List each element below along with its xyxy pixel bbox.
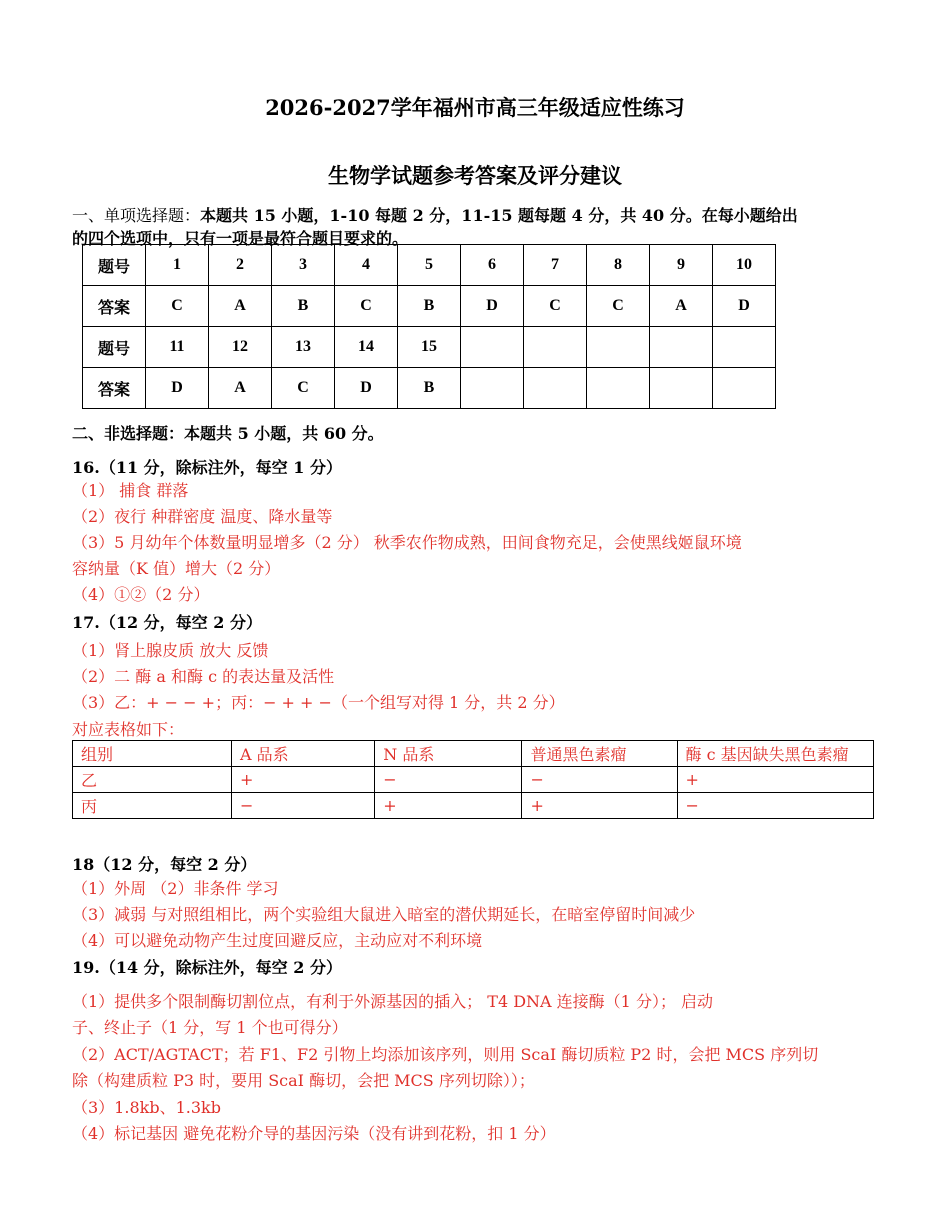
answer-table-cell: 9 <box>650 245 713 286</box>
group-table-cell: + <box>677 767 873 793</box>
group-table-cell: 普通黑色素瘤 <box>522 741 677 767</box>
answer-table-cell: 题号 <box>83 245 146 286</box>
answer-table-cell: 10 <box>713 245 776 286</box>
answer-table-cell <box>524 327 587 368</box>
group-table-cell: + <box>522 793 677 819</box>
answer-table-row <box>83 286 776 327</box>
q19-line: （4）标记基因 避免花粉介导的基因污染（没有讲到花粉，扣 1 分） <box>72 1124 556 1143</box>
group-table-cell: + <box>232 767 375 793</box>
answer-table-cell <box>650 327 713 368</box>
group-table-cell: A 品系 <box>232 741 375 767</box>
answer-table-cell: C <box>524 286 587 327</box>
answer-table-cell: 3 <box>272 245 335 286</box>
page-title: 2026-2027学年福州市高三年级适应性练习 <box>265 95 685 120</box>
answer-table-cell <box>713 327 776 368</box>
q16-line: （2）夜行 种群密度 温度、降水量等 <box>72 507 333 526</box>
answer-table-cell: C <box>146 286 209 327</box>
q17-line: （1）肾上腺皮质 放大 反馈 <box>72 641 269 660</box>
q19-line: （1）提供多个限制酶切割位点，有利于外源基因的插入； T4 DNA 连接酶（1 分）； 启动 <box>72 992 714 1011</box>
answer-table-cell <box>461 327 524 368</box>
section1-bold: 本题共 15 小题，1-10 每题 2 分，11-15 题每题 4 分，共 40 分。在每小题给出 <box>200 206 798 225</box>
q19-line: （2）ACT/AGTACT；若 F1、F2 引物上均添加该序列，则用 ScaⅠ 酶切质粒 P2 时，会把 MCS 序列切 <box>72 1045 819 1064</box>
group-table <box>72 740 874 819</box>
section2-heading: 二、非选择题：本题共 5 小题，共 60 分。 <box>72 424 384 443</box>
q18-line: （1）外周 （2）非条件 学习 <box>72 879 279 898</box>
answer-table-cell: 题号 <box>83 327 146 368</box>
answer-table-cell: 1 <box>146 245 209 286</box>
page-subtitle: 生物学试题参考答案及评分建议 <box>328 163 622 188</box>
q17-line: （3）乙：+ − − +；丙：− + + −（一个组写对得 1 分，共 2 分） <box>72 693 565 712</box>
answer-table-cell <box>461 368 524 409</box>
q18-line: （4）可以避免动物产生过度回避反应，主动应对不利环境 <box>72 931 483 950</box>
section1-line2: 的四个选项中，只有一项是最符合题目要求的。 <box>72 229 409 248</box>
answer-table-cell: A <box>650 286 713 327</box>
group-table-row <box>73 793 874 819</box>
answer-table-cell: D <box>146 368 209 409</box>
answer-table-cell: B <box>398 368 461 409</box>
q19-line: 子、终止子（1 分，写 1 个也可得分） <box>72 1018 348 1037</box>
group-table-row <box>73 741 874 767</box>
answer-table-cell: 8 <box>587 245 650 286</box>
answer-table-cell: 14 <box>335 327 398 368</box>
answer-table-cell <box>524 368 587 409</box>
section1-prefix: 一、单项选择题： <box>72 206 201 225</box>
group-table-cell: + <box>375 793 522 819</box>
answer-table-cell: A <box>209 368 272 409</box>
group-table-cell: N 品系 <box>375 741 522 767</box>
answer-table-cell: 4 <box>335 245 398 286</box>
answer-table-cell <box>713 368 776 409</box>
answer-table-cell: C <box>272 368 335 409</box>
q16-line: 容纳量（K 值）增大（2 分） <box>72 559 281 578</box>
q17-table-intro: 对应表格如下： <box>72 720 185 739</box>
group-table-cell: 丙 <box>73 793 232 819</box>
answer-table-row <box>83 327 776 368</box>
q16-header: 16.（11 分，除标注外，每空 1 分） <box>72 458 342 477</box>
answer-table-cell: A <box>209 286 272 327</box>
answer-table-cell: 答案 <box>83 368 146 409</box>
group-table-cell: − <box>375 767 522 793</box>
q16-line: （3）5 月幼年个体数量明显增多（2 分） 秋季农作物成熟，田间食物充足，会使黑线姬鼠环境 <box>72 533 742 552</box>
q18-line: （3）减弱 与对照组相比，两个实验组大鼠进入暗室的潜伏期延长，在暗室停留时间减少 <box>72 905 696 924</box>
answer-table-cell: 5 <box>398 245 461 286</box>
answer-table-cell <box>650 368 713 409</box>
answer-table-cell: B <box>272 286 335 327</box>
answer-table-cell: B <box>398 286 461 327</box>
answer-table <box>82 244 776 409</box>
answer-table-cell: 2 <box>209 245 272 286</box>
answer-table-cell: C <box>335 286 398 327</box>
answer-table-cell: 答案 <box>83 286 146 327</box>
answer-table-row <box>83 368 776 409</box>
q19-header: 19.（14 分，除标注外，每空 2 分） <box>72 958 342 977</box>
section1-line1 <box>72 203 798 226</box>
q18-header: 18（12 分，每空 2 分） <box>72 855 257 874</box>
group-table-cell: 乙 <box>73 767 232 793</box>
answer-table-cell: D <box>335 368 398 409</box>
answer-table-cell: 15 <box>398 327 461 368</box>
answer-table-cell: 12 <box>209 327 272 368</box>
group-table-cell: 酶 c 基因缺失黑色素瘤 <box>677 741 873 767</box>
q19-line: 除（构建质粒 P3 时，要用 ScaⅠ 酶切，会把 MCS 序列切除））； <box>72 1071 535 1090</box>
answer-table-cell: 13 <box>272 327 335 368</box>
answer-table-cell <box>587 368 650 409</box>
answer-table-cell: C <box>587 286 650 327</box>
group-table-cell: − <box>522 767 677 793</box>
answer-table-cell: 11 <box>146 327 209 368</box>
group-table-cell: 组别 <box>73 741 232 767</box>
q17-header: 17.（12 分，每空 2 分） <box>72 613 262 632</box>
q16-line: （4）①②（2 分） <box>72 585 210 604</box>
answer-table-cell <box>587 327 650 368</box>
answer-table-cell: D <box>461 286 524 327</box>
answer-table-cell: 7 <box>524 245 587 286</box>
answer-table-cell: 6 <box>461 245 524 286</box>
q19-line: （3）1.8kb、1.3kb <box>72 1098 221 1117</box>
group-table-cell: − <box>677 793 873 819</box>
answer-table-cell: D <box>713 286 776 327</box>
q17-line: （2）二 酶 a 和酶 c 的表达量及活性 <box>72 667 335 686</box>
group-table-cell: − <box>232 793 375 819</box>
group-table-row <box>73 767 874 793</box>
answer-table-row <box>83 245 776 286</box>
q16-line: （1） 捕食 群落 <box>72 481 189 500</box>
